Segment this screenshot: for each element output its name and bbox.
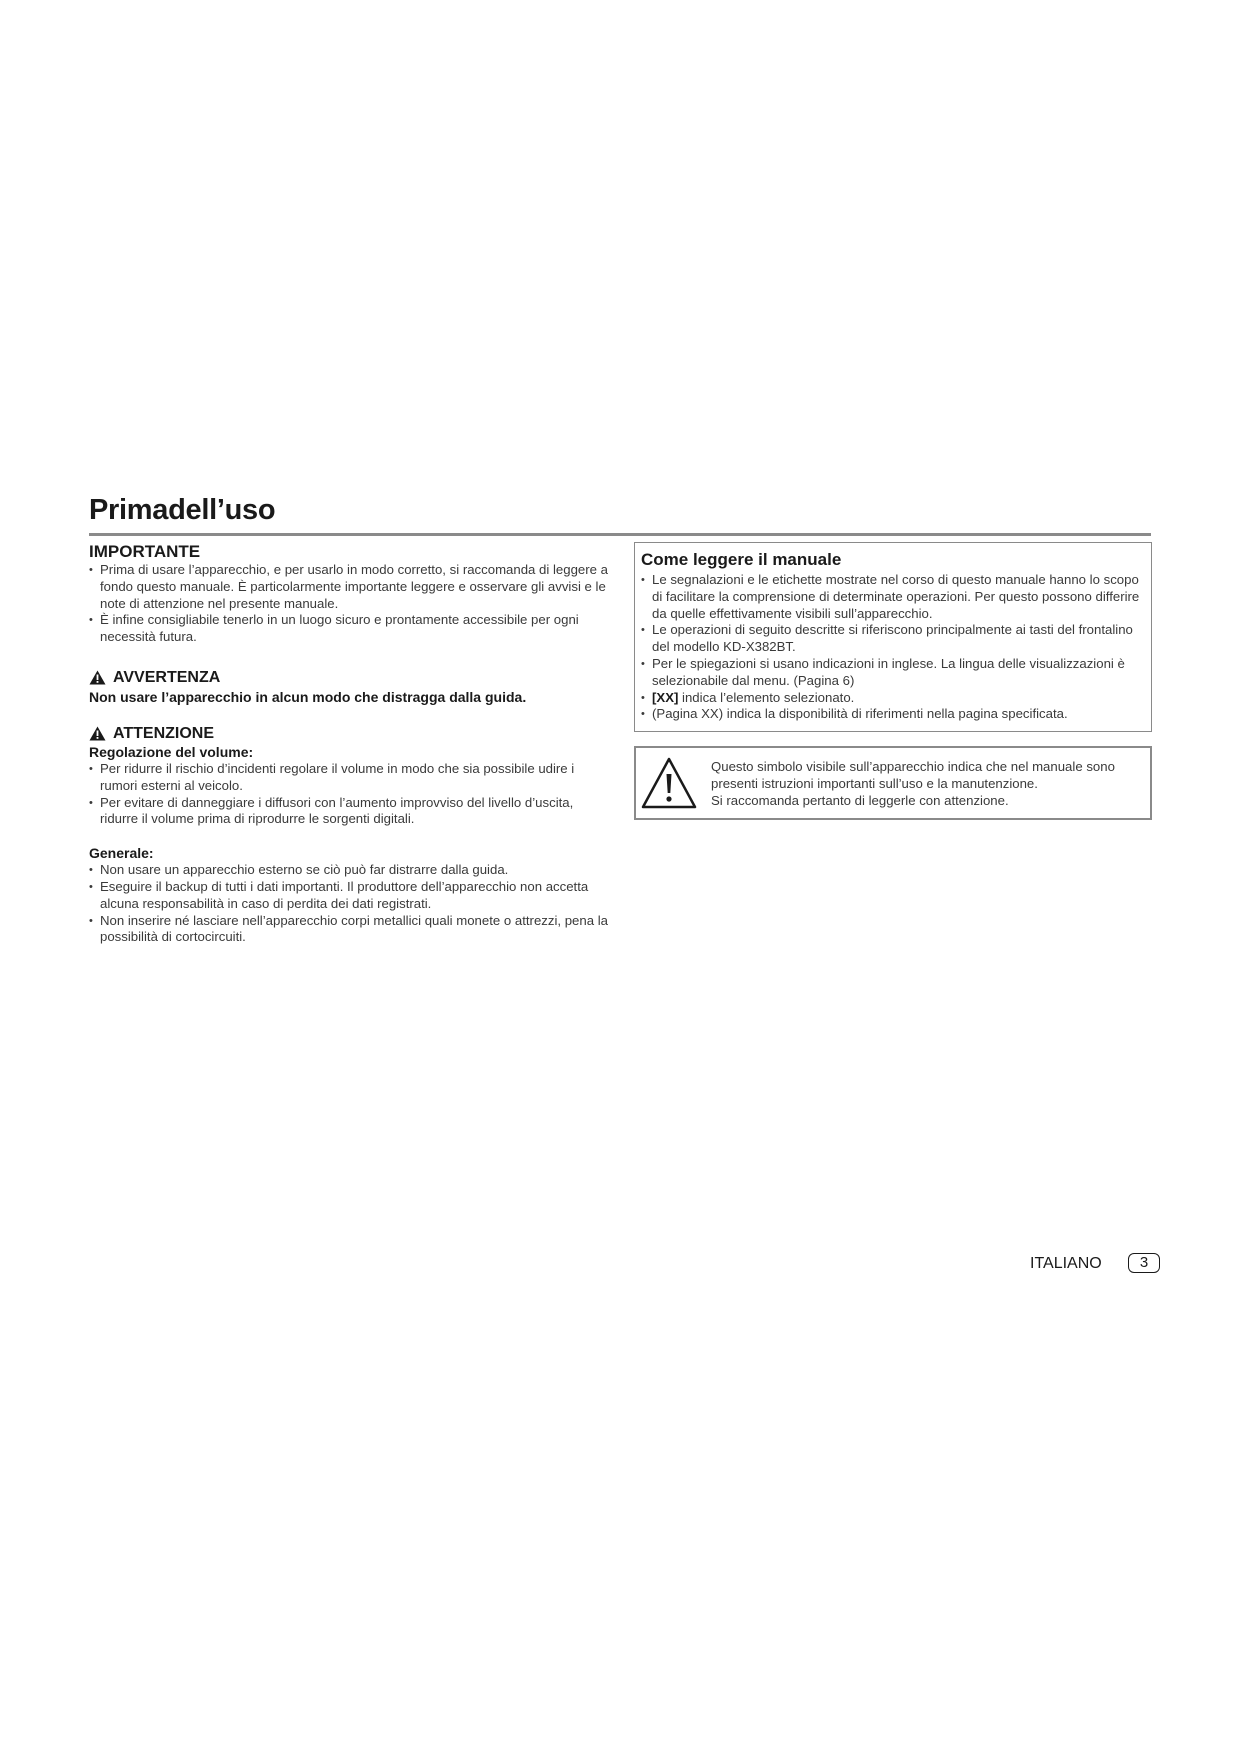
avvertenza-heading-text: AVVERTENZA: [113, 668, 221, 686]
list-item: • Prima di usare l’apparecchio, e per usarlo in modo corretto, si raccomanda di leggere a fondo questo manuale. È particolarmente importante leggere e osservare gli avvisi e le note di attenzione nel presente manuale.: [89, 562, 609, 612]
warning-icon: [89, 670, 106, 685]
page-number: 3: [1128, 1253, 1160, 1273]
volume-list: [89, 761, 609, 828]
symbol-line-3: Si raccomanda pertanto di leggerle con attenzione.: [711, 792, 1009, 808]
list-item: • Per evitare di danneggiare i diffusori con l’aumento improvviso del livello d’uscita, ridurre il volume prima di riprodurre le sorgenti digitali.: [89, 795, 609, 829]
left-column: [89, 542, 609, 946]
general-heading: Generale:: [89, 845, 154, 862]
avvertenza-section: [89, 668, 609, 706]
volume-heading: Regolazione del volume:: [89, 743, 254, 760]
importante-section: [89, 542, 609, 646]
manual-heading: Come leggere il manuale: [641, 550, 842, 569]
list-item: • Le operazioni di seguito descritte si riferiscono principalmente ai tasti del frontalino del modello KD-X382BT.: [641, 622, 1143, 656]
manual-list: [641, 572, 1143, 723]
warning-icon: [89, 726, 106, 741]
avvertenza-text: Non usare l’apparecchio in alcun modo che distragga dalla guida.: [89, 688, 527, 705]
title-divider: [89, 533, 1151, 536]
list-item: • È infine consigliabile tenerlo in un luogo sicuro e prontamente accessibile per ogni necessità futura.: [89, 612, 609, 646]
safety-symbol-box: [634, 746, 1152, 820]
symbol-line-1: Questo simbolo visibile sull’apparecchio indica che nel manuale sono: [711, 759, 1115, 775]
caution-triangle-icon: [640, 756, 698, 810]
avvertenza-heading: [89, 668, 609, 688]
attenzione-section: [89, 724, 609, 946]
page-title: Primadell’uso: [89, 494, 276, 526]
list-item: • Eseguire il backup di tutti i dati importanti. Il produttore dell’apparecchio non accetta alcuna responsabilità in caso di perdita dei dati registrati.: [89, 879, 609, 913]
manual-box: [634, 542, 1152, 732]
right-column: [634, 542, 1152, 820]
list-item: • Per le spiegazioni si usano indicazioni in inglese. La lingua delle visualizzazioni è selezionabile dal menu. (Pagina 6): [641, 656, 1143, 690]
list-item: • Non inserire né lasciare nell’apparecchio corpi metallici quali monete o attrezzi, pena la possibilità di cortocircuiti.: [89, 913, 609, 947]
xx-mark: [XX]: [652, 689, 679, 705]
symbol-line-2: presenti istruzioni importanti sull’uso e la manutenzione.: [711, 775, 1038, 791]
importante-heading: IMPORTANTE: [89, 542, 201, 561]
attenzione-heading: [89, 724, 609, 744]
footer-language: ITALIANO: [1030, 1255, 1102, 1272]
symbol-description: [711, 759, 1151, 809]
importante-list: [89, 562, 609, 646]
list-item: • Per ridurre il rischio d’incidenti regolare il volume in modo che sia possibile udire i rumori esterni al veicolo.: [89, 761, 609, 795]
xx-text: indica l’elemento selezionato.: [678, 689, 855, 705]
list-item: • (Pagina XX) indica la disponibilità di riferimenti nella pagina specificata.: [641, 706, 1143, 723]
attenzione-heading-text: ATTENZIONE: [113, 724, 215, 742]
list-item: • Non usare un apparecchio esterno se ciò può far distrarre dalla guida.: [89, 862, 609, 879]
general-list: [89, 862, 609, 946]
list-item: [641, 690, 1143, 707]
list-item: • Le segnalazioni e le etichette mostrate nel corso di questo manuale hanno lo scopo di facilitare la comprensione di determinate operazioni. Per questo possono differire da quelle effettivamente visibili sull’apparecchio.: [641, 572, 1143, 622]
